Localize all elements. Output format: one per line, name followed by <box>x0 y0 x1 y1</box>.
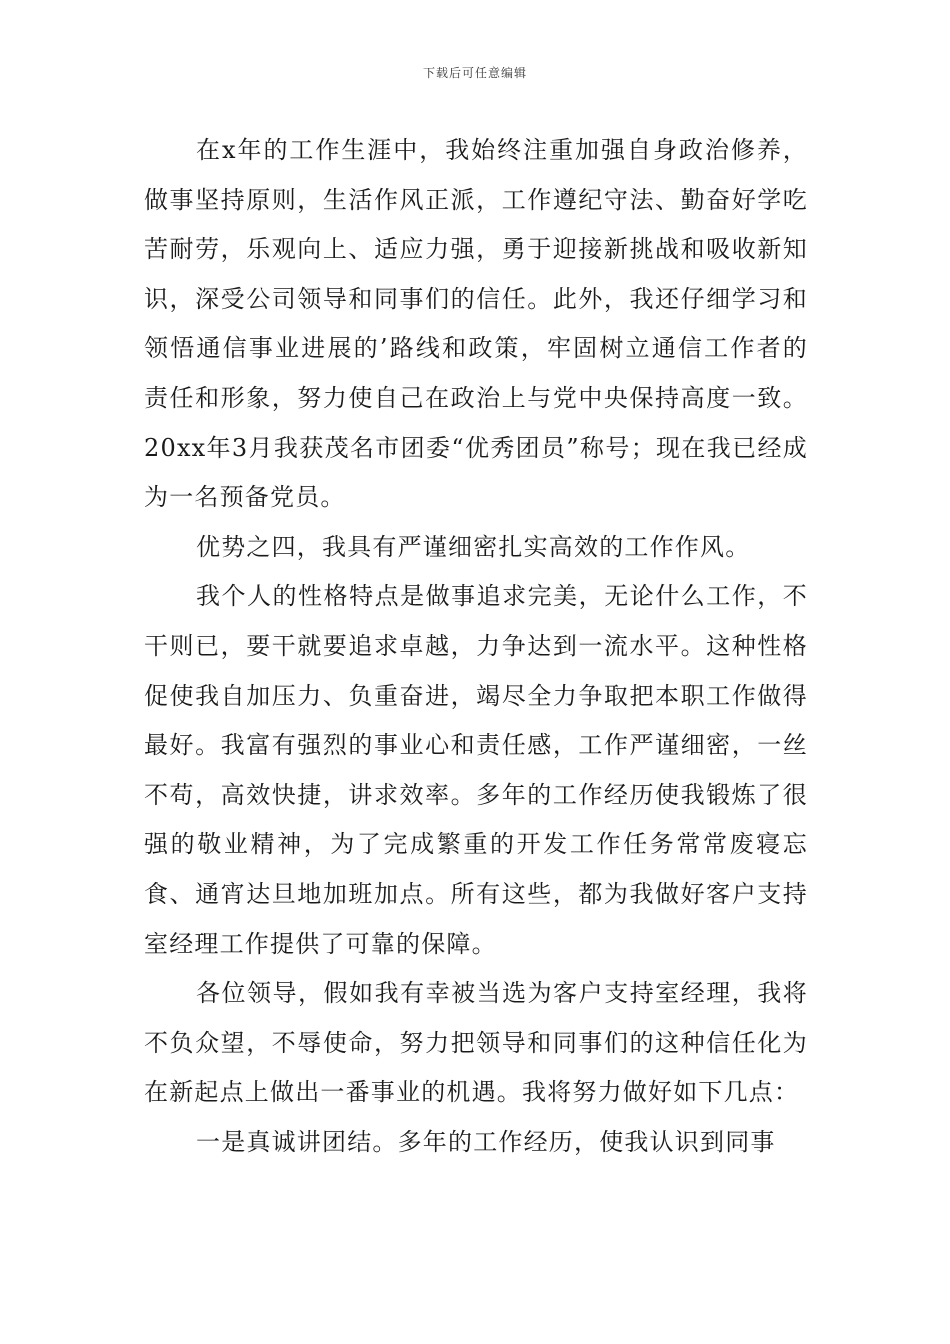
paragraph-commitment: 各位领导，假如我有幸被当选为客户支持室经理，我将不负众望，不辱使命，努力把领导和同事们的这种信任化为在新起点上做出一番事业的机遇。我将努力做好如下几点： <box>144 979 808 1107</box>
page-header-note: 下载后可任意编辑 <box>422 66 527 80</box>
paragraph-personality: 我个人的性格特点是做事追求完美，无论什么工作，不干则已，要干就要追求卓越，力争达到一流水平。这种性格促使我自加压力、负重奋进，竭尽全力争取把本职工作做得最好。我富有强烈的事业心和责任感，工作严谨细密，一丝不苟，高效快捷，讲求效率。多年的工作经历使我锻炼了很强的敬业精神，为了完成繁重的开发工作任务常常废寝忘食、通宵达旦地加班加点。所有这些，都为我做好客户支持室经理工作提供了可靠的保障。 <box>144 582 808 958</box>
paragraph-unity: 一是真诚讲团结。多年的工作经历，使我认识到同事 <box>196 1127 776 1156</box>
paragraph-political-cultivation: 在x年的工作生涯中，我始终注重加强自身政治修养，做事坚持原则，生活作风正派，工作遵纪守法、勤奋好学吃苦耐劳，乐观向上、适应力强，勇于迎接新挑战和吸收新知识，深受公司领导和同事们的信任。此外，我还仔细学习和领悟通信事业进展的’路线和政策，牢固树立通信工作者的责任和形象，努力使自己在政治上与党中央保持高度一致。20xx年3月我获茂名市团委“优秀团员”称号；现在我已经成为一名预备党员。 <box>144 136 808 512</box>
document-body <box>144 126 808 1167</box>
paragraph-advantage-four: 优势之四，我具有严谨细密扎实高效的工作作风。 <box>196 532 751 561</box>
